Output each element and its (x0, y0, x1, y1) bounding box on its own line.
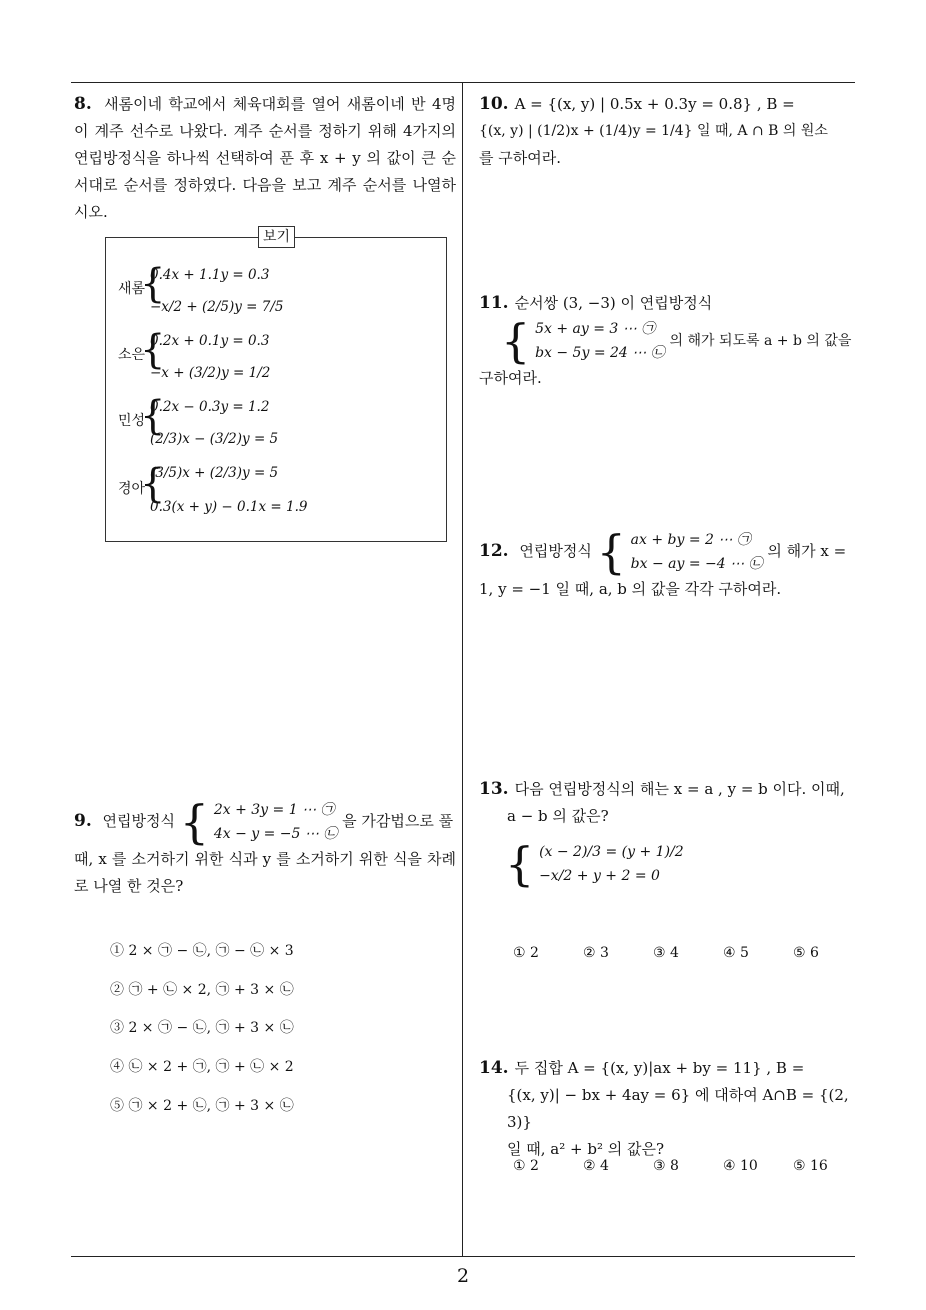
equation: 0.4x + 1.1y = 0.3 (150, 267, 270, 283)
person-name: 소은 (118, 347, 146, 363)
question-tail: 을 가감법으로 풀 (342, 812, 454, 830)
option[interactable]: ⑤ 6 (793, 945, 819, 961)
equation-system (535, 317, 665, 365)
question-10 (479, 91, 859, 172)
question-number: 13. (479, 779, 509, 799)
equation: 2x + 3y = 1 ⋯ ㉠ (213, 802, 335, 818)
brace-symbol: { (179, 795, 210, 849)
option[interactable]: ② 3 (583, 945, 609, 961)
column-divider (462, 82, 463, 1256)
question-number: 9. (74, 811, 92, 831)
equation: 4x − y = −5 ⋯ ㉡ (213, 826, 338, 842)
person-name: 민성 (118, 413, 146, 429)
equation-system (631, 528, 763, 576)
question-number: 10. (479, 94, 509, 114)
option[interactable]: ④ ㉡ × 2 + ㉠, ㉠ + ㉡ × 2 (110, 1059, 294, 1075)
option[interactable]: ⑤ ㉠ × 2 + ㉡, ㉠ + 3 × ㉡ (110, 1098, 294, 1114)
question-11 (479, 290, 859, 392)
question-text: 순서쌍 (3, −3) 이 연립방정식 (514, 294, 713, 312)
question-14 (479, 1055, 859, 1163)
question-text: 다음 연립방정식의 해는 x = a , y = b 이다. 이때, (514, 780, 845, 798)
equation: 5x + ay = 3 ⋯ ㉠ (535, 321, 656, 337)
option[interactable]: ⑤ 16 (793, 1158, 828, 1174)
option[interactable]: ③ 8 (653, 1158, 679, 1174)
equation: (x − 2)/3 = (y + 1)/2 (539, 844, 684, 860)
question-text: 를 구하여라. (479, 149, 561, 167)
question-text: 두 집합 A = {(x, y)|ax + by = 11} , B = (514, 1059, 805, 1077)
question-text: 새롬이네 학교에서 체육대회를 열어 새롬이네 반 4명이 계주 선수로 나왔다. 계주 순서를 정하기 위해 4가지의 연립방정식을 하나씩 선택하여 푼 후 x + y 의 값이 큰 순서대로 순서를 정하였다. 다음을 보고 계주 순서를 나열하시오. (74, 95, 456, 221)
question-number: 11. (479, 293, 509, 313)
equation: 0.2x + 0.1y = 0.3 (150, 333, 270, 349)
brace-symbol: { (501, 314, 531, 368)
equation: −x + (3/2)y = 1/2 (150, 365, 271, 381)
equation: bx − ay = −4 ⋯ ㉡ (630, 556, 763, 572)
person-name: 경아 (118, 481, 146, 497)
brace-symbol: { (140, 393, 166, 439)
brace-symbol: { (140, 261, 166, 307)
question-text: A = {(x, y) | 0.5x + 0.3y = 0.8} , B = (514, 95, 795, 113)
equation: 0.3(x + y) − 0.1x = 1.9 (150, 499, 308, 515)
question-12 (479, 525, 859, 603)
question-number: 14. (479, 1058, 509, 1078)
equation: 0.2x − 0.3y = 1.2 (150, 399, 270, 415)
person-name: 새롬 (118, 281, 146, 297)
equation: bx − 5y = 24 ⋯ ㉡ (535, 345, 665, 361)
question-text: 일 때, a² + b² 의 값은? (507, 1140, 665, 1158)
question-text: {(x, y)| − bx + 4ay = 6} 에 대하여 A∩B = {(2, 3)} (507, 1086, 849, 1131)
question-13 (479, 776, 859, 891)
question-text: 때, x 를 소거하기 위한 식과 y 를 소거하기 위한 식을 차례로 나열 한 것은? (74, 850, 456, 895)
equation-system (539, 840, 684, 888)
option[interactable]: ④ 5 (723, 945, 749, 961)
option[interactable]: ② 4 (583, 1158, 609, 1174)
brace-symbol: { (505, 837, 535, 891)
equation: ax + by = 2 ⋯ ㉠ (630, 532, 751, 548)
options-row (513, 945, 863, 961)
question-number: 12. (479, 541, 509, 561)
question-number: 8. (74, 94, 92, 114)
question-text: 1, y = −1 일 때, a, b 의 값을 각각 구하여라. (479, 580, 782, 598)
brace-symbol: { (140, 327, 166, 373)
question-text: {(x, y) | (1/2)x + (1/4)y = 1/4} 일 때, A ∩ B 의 원소 (479, 123, 828, 139)
example-box-title: 보기 (258, 226, 295, 248)
question-text: a − b 의 값은? (507, 807, 609, 825)
equation: −x/2 + y + 2 = 0 (539, 868, 660, 884)
option[interactable]: ④ 10 (723, 1158, 758, 1174)
bottom-rule (71, 1256, 855, 1257)
option[interactable]: ③ 2 × ㉠ − ㉡, ㉠ + 3 × ㉡ (110, 1020, 294, 1036)
top-rule (71, 82, 855, 83)
equation: (3/5)x + (2/3)y = 5 (150, 465, 279, 481)
question-tail: 의 해가 x = (767, 542, 847, 560)
option[interactable]: ① 2 (513, 945, 539, 961)
question-9 (74, 795, 456, 900)
brace-symbol: { (140, 461, 166, 507)
brace-symbol: { (596, 525, 626, 579)
option[interactable]: ① 2 × ㉠ − ㉡, ㉠ − ㉡ × 3 (110, 943, 294, 959)
options-row (513, 1158, 863, 1174)
equation: −x/2 + (2/5)y = 7/5 (150, 299, 284, 315)
option[interactable]: ① 2 (513, 1158, 539, 1174)
option[interactable]: ③ 4 (653, 945, 679, 961)
question-text: 구하여라. (479, 369, 542, 387)
option[interactable]: ② ㉠ + ㉡ × 2, ㉠ + 3 × ㉡ (110, 982, 294, 998)
question-lead: 연립방정식 (519, 542, 592, 560)
equation-system (214, 798, 338, 846)
question-lead: 연립방정식 (102, 812, 175, 830)
page-number: 2 (456, 1265, 470, 1287)
question-tail: 의 해가 되도록 a + b 의 값을 (669, 333, 852, 349)
equation: (2/3)x − (3/2)y = 5 (150, 431, 279, 447)
question-8 (74, 91, 456, 226)
